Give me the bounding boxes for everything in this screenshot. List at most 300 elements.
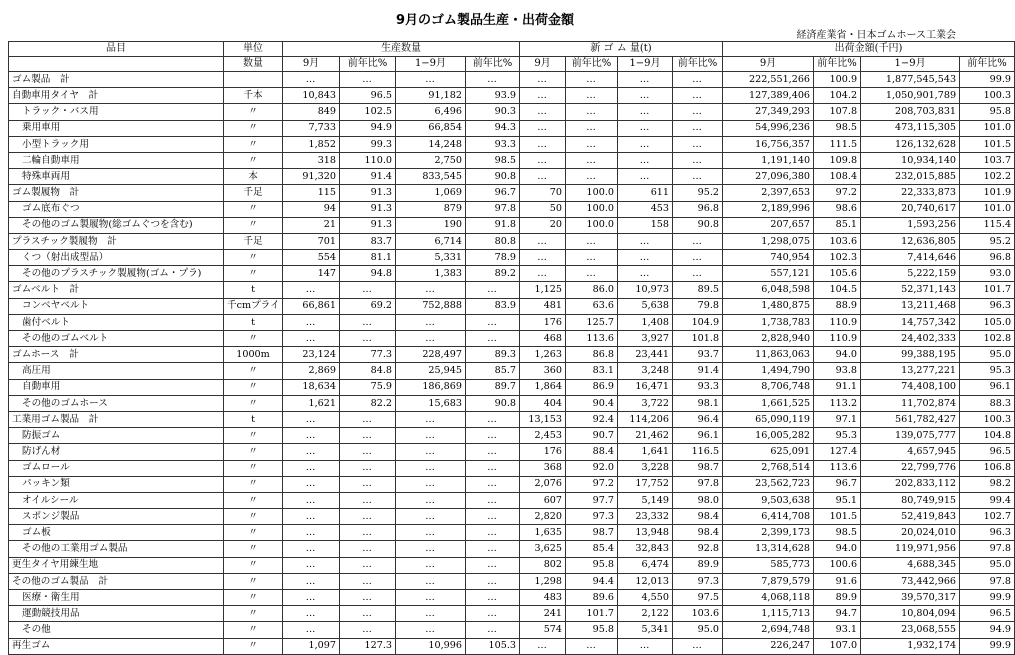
header-sub: 前年比% [466,57,520,72]
row-value: 99.9 [960,638,1015,654]
row-value: 100.6 [814,557,861,573]
page-title: 9月のゴム製品生産・出荷金額 [395,13,575,28]
row-value: 6,496 [396,104,466,120]
row-value: 368 [520,460,566,476]
row-value: … [283,525,340,541]
row-value: … [340,590,396,606]
table-row [9,201,1015,217]
row-value: 98.7 [673,460,723,476]
row-value: … [618,638,673,654]
row-item-name: くつ（射出成型品） [9,250,224,266]
row-value: … [566,120,618,136]
row-value: 50 [520,201,566,217]
row-value: 93.8 [814,363,861,379]
header-sub: 9月 [723,57,814,72]
row-value: 96.5 [340,88,396,104]
row-value: … [283,411,340,427]
row-item-name: ゴム製品 計 [9,72,224,88]
row-value: … [340,282,396,298]
row-value: … [466,411,520,427]
row-value: … [618,152,673,168]
row-value: 16,756,357 [723,136,814,152]
row-value: 94.7 [814,606,861,622]
row-value: 96.4 [673,411,723,427]
row-value: 611 [618,185,673,201]
row-value: 1,298,075 [723,233,814,249]
row-value: 108.4 [814,169,861,185]
row-unit: 〃 [224,201,283,217]
header-sub: 前年比% [673,57,723,72]
row-item-name: 工業用ゴム製品 計 [9,411,224,427]
row-value: 13,948 [618,525,673,541]
row-unit: 〃 [224,476,283,492]
row-value: 190 [396,217,466,233]
header-sub: 1−9月 [396,57,466,72]
row-value: 232,015,885 [861,169,960,185]
row-value: 1,932,174 [861,638,960,654]
row-unit: 〃 [224,460,283,476]
row-value: 468 [520,331,566,347]
table-row [9,347,1015,363]
row-value: 13,314,628 [723,541,814,557]
row-value: … [283,282,340,298]
row-value: 3,228 [618,460,673,476]
row-value: … [396,331,466,347]
row-value: 97.2 [814,185,861,201]
row-value: 7,733 [283,120,340,136]
row-value: 4,550 [618,590,673,606]
row-value: 186,869 [396,379,466,395]
row-value: 63.6 [566,298,618,314]
row-value: 94.0 [814,541,861,557]
row-value: 100.0 [566,185,618,201]
row-value: 158 [618,217,673,233]
row-value: 23,332 [618,509,673,525]
row-value: 91.3 [340,217,396,233]
row-value: … [520,250,566,266]
table-row [9,444,1015,460]
row-value: 1,408 [618,314,673,330]
row-value: 2,750 [396,152,466,168]
row-value: 39,570,317 [861,590,960,606]
row-value: 114,206 [618,411,673,427]
row-value: … [340,331,396,347]
row-value: 17,752 [618,476,673,492]
rubber-products-table [8,41,1015,655]
row-value: … [340,444,396,460]
row-value: … [396,492,466,508]
row-value: 16,005,282 [723,428,814,444]
row-value: 20,740,617 [861,201,960,217]
row-value: 404 [520,395,566,411]
row-value: 96.3 [960,298,1015,314]
row-value: 16,471 [618,379,673,395]
row-value: 91.4 [673,363,723,379]
row-unit: 千cmプライ [224,298,283,314]
row-value: 6,048,598 [723,282,814,298]
table-row [9,573,1015,589]
row-value: 126,132,628 [861,136,960,152]
row-unit: 〃 [224,136,283,152]
row-item-name: ゴム板 [9,525,224,541]
row-value: 102.5 [340,104,396,120]
row-value: 13,277,221 [861,363,960,379]
row-value: 52,371,143 [861,282,960,298]
row-unit: t [224,314,283,330]
table-row [9,606,1015,622]
row-value: 107.0 [814,638,861,654]
row-value: 7,879,579 [723,573,814,589]
row-value: 89.9 [814,590,861,606]
row-value: 202,833,112 [861,476,960,492]
row-value: 95.8 [566,622,618,638]
row-value: … [283,573,340,589]
row-unit: 〃 [224,379,283,395]
row-value: 96.1 [960,379,1015,395]
row-value: … [283,428,340,444]
row-value: 110.0 [340,152,396,168]
row-value: 13,211,468 [861,298,960,314]
row-value: 3,248 [618,363,673,379]
row-value: 102.3 [814,250,861,266]
header-sub: 9月 [283,57,340,72]
row-value: … [673,266,723,282]
header-row-2 [9,57,1015,72]
row-value: 98.2 [960,476,1015,492]
row-item-name: その他のゴム製品 計 [9,573,224,589]
row-value: 2,122 [618,606,673,622]
row-unit: 千本 [224,88,283,104]
row-value: 101.5 [814,509,861,525]
row-value: … [340,411,396,427]
row-value: 97.8 [960,573,1015,589]
row-value: 10,843 [283,88,340,104]
row-value: 93.3 [673,379,723,395]
row-value: 88.4 [566,444,618,460]
row-value: … [340,541,396,557]
row-value: 66,861 [283,298,340,314]
row-value: 752,888 [396,298,466,314]
row-value: … [566,638,618,654]
row-value: … [283,331,340,347]
row-value: 113.6 [566,331,618,347]
row-value: 557,121 [723,266,814,282]
row-value: 99.9 [960,590,1015,606]
row-value: 94.0 [814,347,861,363]
row-value: 1,635 [520,525,566,541]
row-value: 95.2 [673,185,723,201]
row-value: 1,593,256 [861,217,960,233]
row-value: 100.9 [814,72,861,88]
row-value: 95.0 [673,622,723,638]
row-value: … [466,282,520,298]
row-value: … [566,169,618,185]
row-value: … [673,120,723,136]
row-value: 4,688,345 [861,557,960,573]
source-label: 経済産業省・日本ゴムホース工業会 [796,30,956,41]
row-value: … [466,314,520,330]
row-value: 97.8 [960,541,1015,557]
row-value: 147 [283,266,340,282]
row-value: 81.1 [340,250,396,266]
row-value: … [396,573,466,589]
row-value: 98.5 [466,152,520,168]
row-item-name: 自動車用タイヤ 計 [9,88,224,104]
row-value: 1,661,525 [723,395,814,411]
row-value: … [673,152,723,168]
row-value: 481 [520,298,566,314]
row-value: 23,068,555 [861,622,960,638]
row-item-name: その他のゴムベルト [9,331,224,347]
table-row [9,72,1015,88]
row-item-name: 防振ゴム [9,428,224,444]
row-item-name: その他 [9,622,224,638]
row-value: 95.2 [960,233,1015,249]
row-value: … [283,606,340,622]
table-row [9,411,1015,427]
table-row [9,298,1015,314]
row-value: 5,149 [618,492,673,508]
row-value: 9,503,638 [723,492,814,508]
row-value: 92.8 [673,541,723,557]
row-value: 1,738,783 [723,314,814,330]
row-value: 97.8 [673,476,723,492]
row-value: … [566,72,618,88]
row-value: 1,641 [618,444,673,460]
row-value: … [283,314,340,330]
row-value: 97.5 [673,590,723,606]
row-value: 91.4 [340,169,396,185]
row-value: 6,474 [618,557,673,573]
row-value: … [283,557,340,573]
row-value: … [618,250,673,266]
table-row [9,622,1015,638]
row-value: … [618,266,673,282]
row-item-name: その他の工業用ゴム製品 [9,541,224,557]
header-sub: 前年比% [340,57,396,72]
row-value: … [566,88,618,104]
row-value: 6,714 [396,233,466,249]
row-value: 127.3 [340,638,396,654]
row-value: 1,115,713 [723,606,814,622]
row-item-name: 特殊車両用 [9,169,224,185]
table-row [9,331,1015,347]
row-unit: 本 [224,169,283,185]
table-body [9,72,1015,655]
row-value: 1,877,545,543 [861,72,960,88]
row-value: 10,973 [618,282,673,298]
row-value: … [283,509,340,525]
row-value: 79.8 [673,298,723,314]
row-value: … [520,120,566,136]
row-value: 23,124 [283,347,340,363]
row-value: 93.0 [960,266,1015,282]
row-value: 139,075,777 [861,428,960,444]
row-value: 101.8 [673,331,723,347]
row-value: 96.1 [673,428,723,444]
row-value: 98.1 [673,395,723,411]
row-value: 95.0 [960,557,1015,573]
row-value: 5,341 [618,622,673,638]
row-value: 95.3 [814,428,861,444]
row-value: … [466,525,520,541]
row-value: 12,013 [618,573,673,589]
row-value: 104.5 [814,282,861,298]
row-value: 95.3 [960,363,1015,379]
row-value: … [340,460,396,476]
table-row [9,460,1015,476]
row-value: 82.2 [340,395,396,411]
row-value: 24,402,333 [861,331,960,347]
row-value: 1,097 [283,638,340,654]
row-value: … [466,476,520,492]
row-item-name: ゴム製履物 計 [9,185,224,201]
row-value: 77.3 [340,347,396,363]
row-value: 318 [283,152,340,168]
row-value: 105.3 [466,638,520,654]
row-unit: 〃 [224,444,283,460]
row-value: 127,389,406 [723,88,814,104]
row-value: 2,694,748 [723,622,814,638]
row-value: 97.8 [466,201,520,217]
table-row [9,282,1015,298]
row-value: … [396,557,466,573]
row-value: … [340,428,396,444]
row-value: … [618,136,673,152]
table-row [9,509,1015,525]
row-unit: 1000m [224,347,283,363]
header-sub: 1−9月 [618,57,673,72]
row-value: 65,090,119 [723,411,814,427]
row-value: 23,441 [618,347,673,363]
row-value: 91.3 [340,201,396,217]
row-value: 11,863,063 [723,347,814,363]
row-value: … [283,541,340,557]
row-value: 98.5 [814,120,861,136]
row-value: 1,263 [520,347,566,363]
row-value: 70 [520,185,566,201]
row-value: … [673,136,723,152]
row-value: 5,638 [618,298,673,314]
row-value: 86.0 [566,282,618,298]
row-value: 80.8 [466,233,520,249]
row-value: … [566,266,618,282]
row-value: 84.8 [340,363,396,379]
row-value: 453 [618,201,673,217]
header-production: 生産数量 [283,42,520,57]
row-value: 1,494,790 [723,363,814,379]
header-unit: 単位 [224,42,283,57]
row-value: 85.1 [814,217,861,233]
row-value: … [396,282,466,298]
row-unit: 〃 [224,541,283,557]
row-value: 1,621 [283,395,340,411]
row-value: 879 [396,201,466,217]
row-value: … [466,428,520,444]
row-value: 86.9 [566,379,618,395]
row-value: 101.7 [566,606,618,622]
row-value: 554 [283,250,340,266]
row-value: 93.1 [814,622,861,638]
row-value: 222,551,266 [723,72,814,88]
row-value: 8,706,748 [723,379,814,395]
header-item-blank [9,57,224,72]
row-value: … [566,250,618,266]
row-item-name: ゴム底布ぐつ [9,201,224,217]
header-sub: 1−9月 [861,57,960,72]
row-value: 97.3 [673,573,723,589]
row-unit: 千足 [224,233,283,249]
row-value: 6,414,708 [723,509,814,525]
row-value: 86.8 [566,347,618,363]
table-row [9,152,1015,168]
row-value: … [340,314,396,330]
row-value: 102.7 [960,509,1015,525]
row-value: 93.9 [466,88,520,104]
row-value: 4,068,118 [723,590,814,606]
row-value: 96.8 [960,250,1015,266]
row-value: 27,349,293 [723,104,814,120]
row-item-name: その他のプラスチック製履物(ゴム・プラ) [9,266,224,282]
row-value: 89.6 [566,590,618,606]
row-unit: 〃 [224,573,283,589]
row-value: 802 [520,557,566,573]
row-value: 90.7 [566,428,618,444]
row-item-name: その他のゴムホース [9,395,224,411]
table-row [9,250,1015,266]
row-value: 2,820 [520,509,566,525]
row-value: … [283,476,340,492]
row-value: … [520,638,566,654]
header-sub: 前年比% [566,57,618,72]
row-value: 103.6 [814,233,861,249]
row-value: … [466,444,520,460]
row-value: 91.1 [814,379,861,395]
row-value: 701 [283,233,340,249]
row-value: 94.4 [566,573,618,589]
row-value: 91,320 [283,169,340,185]
row-value: 78.9 [466,250,520,266]
row-value: … [466,492,520,508]
row-value: 98.0 [673,492,723,508]
row-value: 11,702,874 [861,395,960,411]
row-value: … [466,606,520,622]
table-row [9,476,1015,492]
row-item-name: 再生ゴム [9,638,224,654]
row-value: 98.4 [673,509,723,525]
row-value: 96.5 [960,606,1015,622]
row-value: 101.0 [960,201,1015,217]
row-value: … [566,233,618,249]
header-sub: 前年比% [814,57,861,72]
row-value: 106.8 [960,460,1015,476]
row-value: 89.3 [466,347,520,363]
row-item-name: その他のゴム製履物(総ゴムぐつを含む) [9,217,224,233]
row-value: 585,773 [723,557,814,573]
row-value: … [466,573,520,589]
row-value: 94.9 [340,120,396,136]
table-row [9,266,1015,282]
row-value: 23,562,723 [723,476,814,492]
row-value: 90.8 [466,395,520,411]
row-value: 92.0 [566,460,618,476]
row-value: … [618,88,673,104]
table-row [9,525,1015,541]
row-value: … [673,233,723,249]
row-value: … [283,492,340,508]
row-value: 833,545 [396,169,466,185]
row-value: 360 [520,363,566,379]
